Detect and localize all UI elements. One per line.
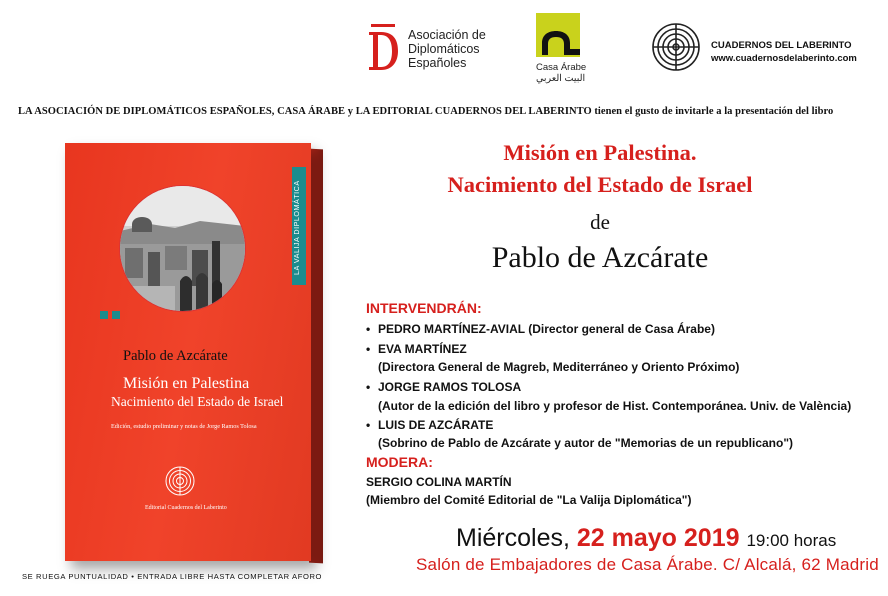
event-venue: Salón de Embajadores de Casa Árabe. C/ Alcalá, 62 Madrid — [416, 555, 879, 574]
book-edition-note: Edición, estudio preliminar y notas de Jorge Ramos Tolosa — [111, 423, 257, 430]
bullet-icon: • — [366, 380, 371, 394]
book-publisher: Editorial Cuadernos del Laberinto — [145, 505, 227, 511]
footnote: SE RUEGA PUNTUALIDAD • ENTRADA LIBRE HASTA COMPLETAR AFORO — [22, 572, 323, 581]
ade-name-line-2: Diplomáticos — [408, 42, 480, 56]
publisher-labyrinth-icon — [165, 466, 195, 496]
book-front — [65, 143, 311, 561]
ade-d-emblem-icon — [365, 22, 401, 72]
date-weekday: Miércoles, — [456, 524, 570, 552]
speaker-4-role: (Sobrino de Pablo de Azcárate y autor de "Memorias de un republicano") — [378, 436, 794, 450]
laberinto-url[interactable]: www.cuadernosdelaberinto.com — [711, 53, 857, 64]
casa-arabe-emblem-icon — [536, 13, 580, 57]
speaker-4-name: LUIS DE AZCÁRATE — [378, 418, 494, 432]
speakers-heading: INTERVENDRÁN: — [366, 300, 482, 316]
speaker-4 — [366, 418, 493, 432]
speaker-2 — [366, 342, 467, 356]
moderator-name: SERGIO COLINA MARTÍN — [366, 475, 512, 489]
speaker-2-name: EVA MARTÍNEZ — [378, 342, 467, 356]
event-title-line-1: Misión en Palestina. — [503, 140, 697, 165]
invitation-line: LA ASOCIACIÓN DE DIPLOMÁTICOS ESPAÑOLES, CASA ÁRABE y LA EDITORIAL CUADERNOS DEL LABERINTO tienen el gusto de invitarle a la presentación del libro — [18, 106, 834, 117]
series-label: LA VALIJA DIPLOMÁTICA — [292, 180, 301, 276]
date-time: 19:00 horas — [746, 531, 837, 550]
event-author: Pablo de Azcárate — [491, 241, 709, 274]
book-author: Pablo de Azcárate — [123, 348, 228, 364]
event-title-de: de — [590, 210, 610, 234]
speaker-1 — [366, 322, 715, 336]
event-title-line-2: Nacimiento del Estado de Israel — [447, 172, 753, 197]
laberinto-name: CUADERNOS DEL LABERINTO — [711, 40, 852, 51]
speaker-1-name: PEDRO MARTÍNEZ-AVIAL (Director general de Casa Árabe) — [378, 322, 715, 336]
ade-name-line-3: Españoles — [408, 56, 467, 70]
book-title: Misión en Palestina — [123, 375, 250, 392]
book-subtitle: Nacimiento del Estado de Israel — [111, 394, 284, 409]
bullet-icon: • — [366, 342, 371, 356]
speaker-3-role: (Autor de la edición del libro y profesor de Hist. Contemporánea. Univ. de València) — [378, 399, 852, 413]
speaker-2-role: (Directora General de Magreb, Mediterráneo y Oriento Próximo) — [378, 360, 740, 374]
speaker-3 — [366, 380, 521, 394]
labyrinth-icon — [651, 22, 701, 72]
teal-square-2 — [112, 311, 120, 319]
jerusalem-photo — [119, 185, 246, 312]
ade-name-line-1: Asociación de — [408, 28, 486, 42]
moderator-role: (Miembro del Comité Editorial de "La Valija Diplomática") — [366, 493, 692, 507]
jerusalem-photo-icon — [120, 186, 245, 311]
casa-arabe-arabic-name: البيت العربي — [536, 73, 586, 84]
date-day: 22 mayo 2019 — [576, 524, 740, 552]
teal-square-1 — [100, 311, 108, 319]
casa-arabe-name: Casa Árabe — [536, 62, 587, 73]
bullet-icon: • — [366, 418, 371, 432]
casa-arabe-logo — [536, 13, 587, 84]
moderator-heading: MODERA: — [366, 454, 433, 470]
event-date — [456, 524, 836, 553]
speaker-3-name: JORGE RAMOS TOLOSA — [378, 380, 522, 394]
bullet-icon: • — [366, 322, 371, 336]
book-cover-image — [65, 143, 325, 571]
